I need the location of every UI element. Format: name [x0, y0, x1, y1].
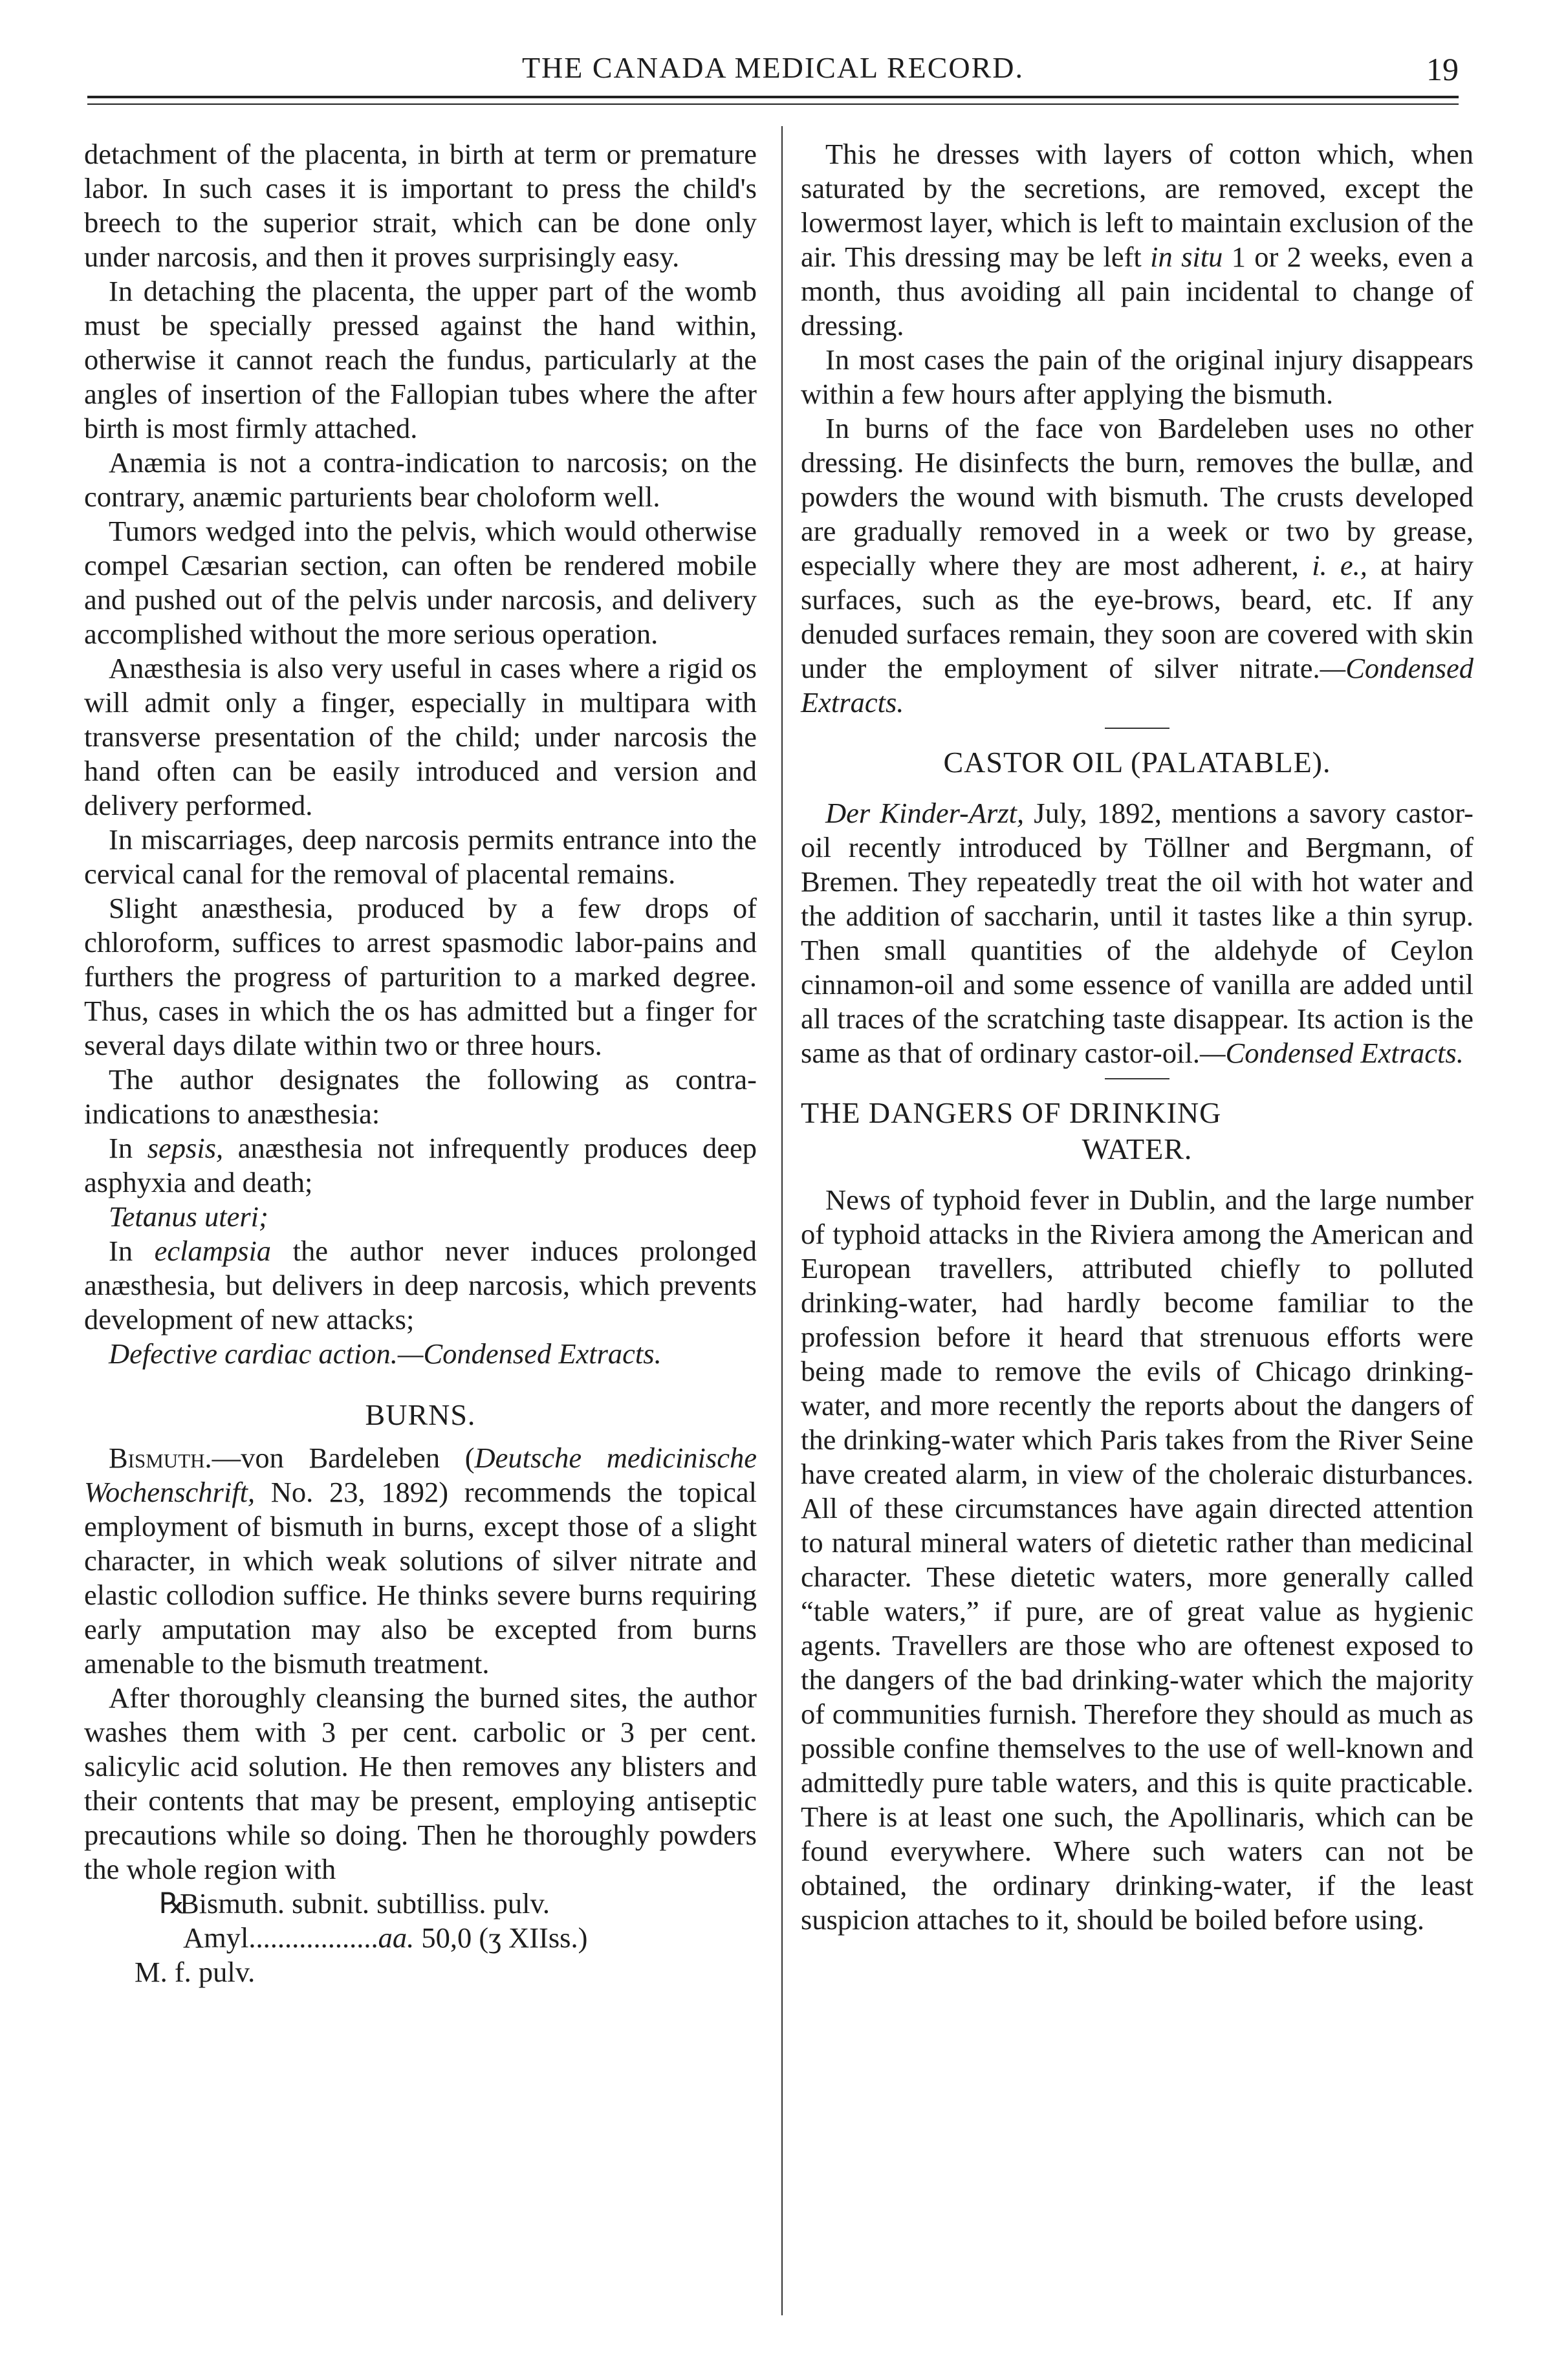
paragraph: Anæmia is not a contra-indication to narcosis; on the contrary, anæmic parturients bear choloform well.	[84, 446, 757, 513]
paragraph: Der Kinder-Arzt, July, 1892, mentions a savory castor-oil recently introduced by Töllner and Bergmann, of Bremen. They repeatedly treat the oil with hot water and the addition of saccharin, until it tastes like a thin syrup. Then small quantities of the aldehyde of Ceylon cinnamon-oil and some essence of vanilla are added until all traces of the scratching taste disappear. Its action is the same as that of ordinary castor-oil.—Condensed Extracts.	[801, 797, 1473, 1069]
page-header	[87, 45, 1459, 91]
paragraph: In burns of the face von Bardeleben uses no other dressing. He disinfects the burn, removes the bullæ, and powders the wound with bismuth. The crusts developed are gradually removed in a week or two by grease, especially where they are most adherent, i. e., at hairy surfaces, such as the eye-brows, beard, etc. If any denuded surfaces remain, they soon are covered with skin under the employment of silver nitrate.—Condensed Extracts.	[801, 412, 1473, 719]
paragraph: Tumors wedged into the pelvis, which would otherwise compel Cæsarian section, can often be rendered mobile and pushed out of the pelvis under narcosis, and delivery accomplished without the more serious operation.	[84, 515, 757, 650]
paragraph: Anæsthesia is also very useful in cases where a rigid os will admit only a finger, especially in multipara with transverse presentation of the child; under narcosis the hand often can be easily introduced and version and delivery performed.	[84, 652, 757, 821]
section-separator	[1105, 728, 1169, 729]
paragraph: News of typhoid fever in Dublin, and the large number of typhoid attacks in the Riviera among the American and European travellers, attributed chiefly to polluted drinking-water, had hardly become familiar to the profession before it heard that strenuous efforts were being made to remove the evils of Chicago drinking-water, and more recently the reports about the dangers of the drinking-water which Paris takes from the River Seine have created alarm, in view of the choleraic disturbances. All of these circumstances have again directed attention to natural mineral waters of dietetic rather than medicinal character. These dietetic waters, more generally called “table waters,” if pure, are of great value as hygienic agents. Travellers are those who are oftenest exposed to the dangers of the bad drinking-water which the majority of communities furnish. Therefore they should as much as possible confine themselves to the use of well-known and admittedly pure table waters, and this is quite practicable. There is at least one such, the Apollinaris, which can be found everywhere. Where such waters can not be obtained, the ordinary drinking-water, if the least suspicion attaches to it, should be boiled before using.	[801, 1184, 1473, 1936]
paragraph: In detaching the placenta, the upper part of the womb must be specially pressed against the hand within, otherwise it cannot reach the fundus, particularly at the angles of insertion of the Fallopian tubes where the after birth is most firmly attached.	[84, 275, 757, 444]
prescription-line: Amyl..................aa. 50,0 (ʒ XIIss.)	[183, 1921, 588, 1954]
paragraph: detachment of the placenta, in birth at term or premature labor. In such cases it is important to press the child's breech to the superior strait, which can be done only under narcosis, and then it proves surprisingly easy.	[84, 138, 757, 273]
right-column	[801, 137, 1473, 1937]
paragraph: The author designates the following as contra-indications to anæsthesia:	[84, 1063, 757, 1130]
paragraph: This he dresses with layers of cotton which, when saturated by the secretions, are removed, except the lowermost layer, which is left to maintain exclusion of the air. This dressing may be left in situ 1 or 2 weeks, even a month, thus avoiding all pain incidental to change of dressing.	[801, 138, 1473, 341]
section-heading-drinking-water: THE DANGERS OF DRINKING	[801, 1096, 1222, 1129]
page-number: 19	[1426, 51, 1459, 87]
column-divider	[781, 126, 783, 2315]
section-heading-castor-oil: CASTOR OIL (PALATABLE).	[943, 746, 1331, 779]
left-column	[84, 137, 757, 1989]
section-heading-burns: BURNS.	[365, 1398, 476, 1431]
header-rule-thin	[87, 103, 1459, 105]
journal-title: THE CANADA MEDICAL RECORD.	[521, 51, 1025, 84]
paragraph: Slight anæsthesia, produced by a few drops of chloroform, suffices to arrest spasmodic labor-pains and furthers the progress of parturition to a marked degree. Thus, cases in which the os has admitted but a finger for several days dilate within two or three hours.	[84, 892, 757, 1061]
contraindication-tetanus: Tetanus uteri;	[109, 1200, 268, 1233]
paragraph: After thoroughly cleansing the burned sites, the author washes them with 3 per cent. carbolic or 3 per cent. salicylic acid solution. He then removes any blisters and their contents that may be present, employing antiseptic precautions while so doing. Then he thoroughly powders the whole region with	[84, 1682, 757, 1885]
prescription-line: ℞Bismuth. subnit. subtilliss. pulv.	[84, 1887, 757, 1921]
contraindication-cardiac: Defective cardiac action.—Condensed Extracts.	[109, 1337, 662, 1370]
paragraph: In most cases the pain of the original injury disappears within a few hours after applying the bismuth.	[801, 343, 1473, 410]
prescription-line: M. f. pulv.	[135, 1956, 256, 1988]
section-heading-drinking-water-2: WATER.	[1082, 1132, 1193, 1165]
contraindication-sepsis: In sepsis, anæsthesia not infrequently produces deep asphyxia and death;	[84, 1132, 757, 1198]
paragraph: In miscarriages, deep narcosis permits entrance into the cervical canal for the removal of placental remains.	[84, 823, 757, 890]
contraindication-eclampsia: In eclampsia the author never induces prolonged anæsthesia, but delivers in deep narcosis, which prevents development of new attacks;	[84, 1235, 757, 1336]
section-separator	[1105, 1078, 1169, 1079]
paragraph: Bismuth.—von Bardeleben (Deutsche medicinische Wochenschrift, No. 23, 1892) recommends the topical employment of bismuth in burns, except those of a slight character, in which weak solutions of silver nitrate and elastic collodion suffice. He thinks severe burns requiring early amputation may also be excepted from burns amenable to the bismuth treatment.	[84, 1442, 757, 1680]
recipe-symbol: ℞	[159, 1887, 185, 1920]
header-rule-thick	[87, 96, 1459, 98]
